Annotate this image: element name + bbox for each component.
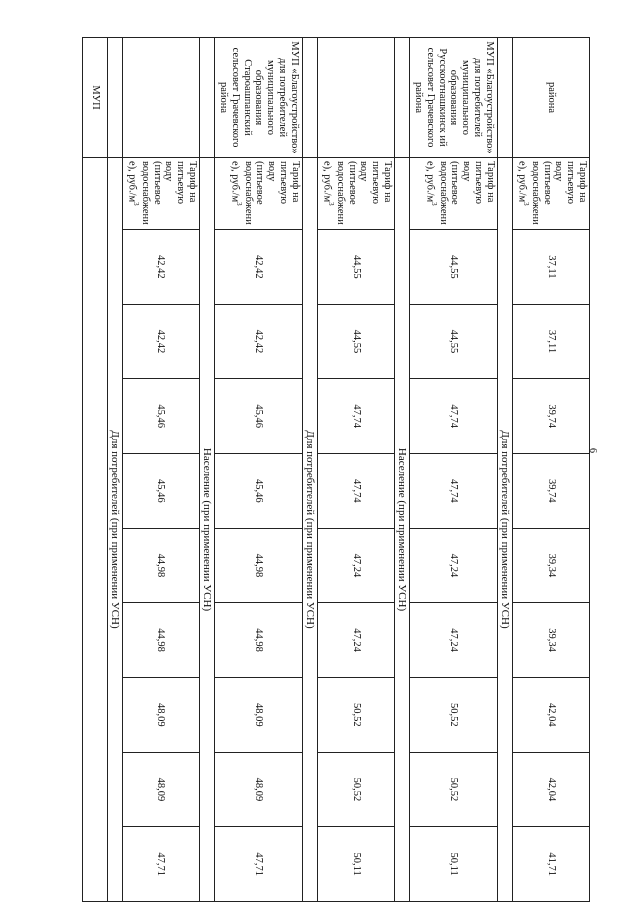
section-heading: Население (при применении УСН)	[394, 158, 409, 902]
tariff-value-cell: 44,98	[123, 603, 200, 678]
empty-cell	[83, 158, 108, 902]
tariff-value-cell: 48,09	[215, 752, 302, 827]
tariff-value-cell: 42,42	[123, 304, 200, 379]
table-row	[410, 38, 497, 902]
tariff-label-cell: Тариф на питьевую воду (питьевое водоснабжени е), $руб./м^3$	[513, 158, 590, 230]
tariff-value-cell: 47,24	[410, 603, 497, 678]
tariff-value-cell: 39,34	[513, 528, 590, 603]
section-row	[302, 38, 317, 902]
tariff-value-cell: 44,98	[123, 528, 200, 603]
section-row	[199, 38, 214, 902]
tariff-value-cell: 41,71	[513, 827, 590, 902]
tariff-value-cell: 45,46	[215, 379, 302, 454]
tariff-value-cell: 48,09	[123, 752, 200, 827]
tariff-table-rotated	[82, 37, 590, 902]
organization-cell: МУП «Благоустройство» для потребителей муниципального образования Староашпанский сельсовет Грачевского района	[215, 38, 302, 158]
tariff-value-cell: 47,71	[123, 827, 200, 902]
tariff-value-cell: 48,09	[215, 677, 302, 752]
tariff-value-cell: 47,74	[318, 379, 395, 454]
section-heading: Для потребителей (при применении УСН)	[107, 158, 122, 902]
tariff-value-cell: 44,55	[410, 230, 497, 305]
tariff-value-cell: 42,42	[215, 304, 302, 379]
page-number: 6	[587, 448, 598, 453]
tariff-value-cell: 48,09	[123, 677, 200, 752]
tariff-value-cell: 47,24	[410, 528, 497, 603]
table-row	[318, 38, 395, 902]
organization-cell	[123, 38, 200, 158]
tariff-value-cell: 50,11	[410, 827, 497, 902]
tariff-value-cell: 47,71	[215, 827, 302, 902]
organization-cell: МУП	[83, 38, 108, 158]
tariff-value-cell: 37,11	[513, 230, 590, 305]
tariff-value-cell: 39,74	[513, 379, 590, 454]
organization-cell	[199, 38, 214, 158]
tariff-value-cell: 45,46	[215, 453, 302, 528]
section-heading: Для потребителей (при применении УСН)	[497, 158, 512, 902]
organization-cell	[107, 38, 122, 158]
tariff-value-cell: 42,42	[215, 230, 302, 305]
tariff-value-cell: 47,74	[318, 453, 395, 528]
section-heading: Для потребителей (при применении УСН)	[302, 158, 317, 902]
organization-cell	[318, 38, 395, 158]
tariff-value-cell: 47,74	[410, 453, 497, 528]
table-row	[83, 38, 108, 902]
organization-cell: МУП «Благоустройство» для потребителей муниципального образования Русскоотнашкинск ий сельсовет Грачевского района	[410, 38, 497, 158]
tariff-value-cell: 39,34	[513, 603, 590, 678]
section-heading: Население (при применении УСН)	[199, 158, 214, 902]
tariff-value-cell: 45,46	[123, 379, 200, 454]
tariff-value-cell: 47,74	[410, 379, 497, 454]
organization-cell: района	[513, 38, 590, 158]
table-row	[513, 38, 590, 902]
tariff-value-cell: 42,04	[513, 752, 590, 827]
tariff-value-cell: 39,74	[513, 453, 590, 528]
tariff-value-cell: 44,55	[410, 304, 497, 379]
tariff-value-cell: 42,42	[123, 230, 200, 305]
table-row	[215, 38, 302, 902]
tariff-value-cell: 37,11	[513, 304, 590, 379]
organization-cell	[302, 38, 317, 158]
tariff-value-cell: 44,98	[215, 603, 302, 678]
section-row	[394, 38, 409, 902]
organization-cell	[497, 38, 512, 158]
tariff-table	[82, 37, 590, 902]
tariff-value-cell: 45,46	[123, 453, 200, 528]
tariff-value-cell: 42,04	[513, 677, 590, 752]
tariff-value-cell: 44,55	[318, 230, 395, 305]
tariff-value-cell: 50,52	[410, 677, 497, 752]
tariff-value-cell: 50,52	[410, 752, 497, 827]
tariff-value-cell: 44,98	[215, 528, 302, 603]
section-row	[497, 38, 512, 902]
tariff-value-cell: 50,52	[318, 752, 395, 827]
tariff-label-cell: Тариф на питьевую воду (питьевое водоснабжени е), $руб./м^3$	[123, 158, 200, 230]
table-row	[123, 38, 200, 902]
tariff-label-cell: Тариф на питьевую воду (питьевое водоснабжени е), $руб./м^3$	[318, 158, 395, 230]
tariff-label-cell: Тариф на питьевую воду (питьевое водоснабжени е), $руб./м^3$	[410, 158, 497, 230]
tariff-value-cell: 47,24	[318, 603, 395, 678]
organization-cell	[394, 38, 409, 158]
section-row	[107, 38, 122, 902]
tariff-value-cell: 50,52	[318, 677, 395, 752]
tariff-value-cell: 50,11	[318, 827, 395, 902]
tariff-value-cell: 44,55	[318, 304, 395, 379]
tariff-value-cell: 47,24	[318, 528, 395, 603]
tariff-label-cell: Тариф на питьевую воду (питьевое водоснабжени е), $руб./м^3$	[215, 158, 302, 230]
